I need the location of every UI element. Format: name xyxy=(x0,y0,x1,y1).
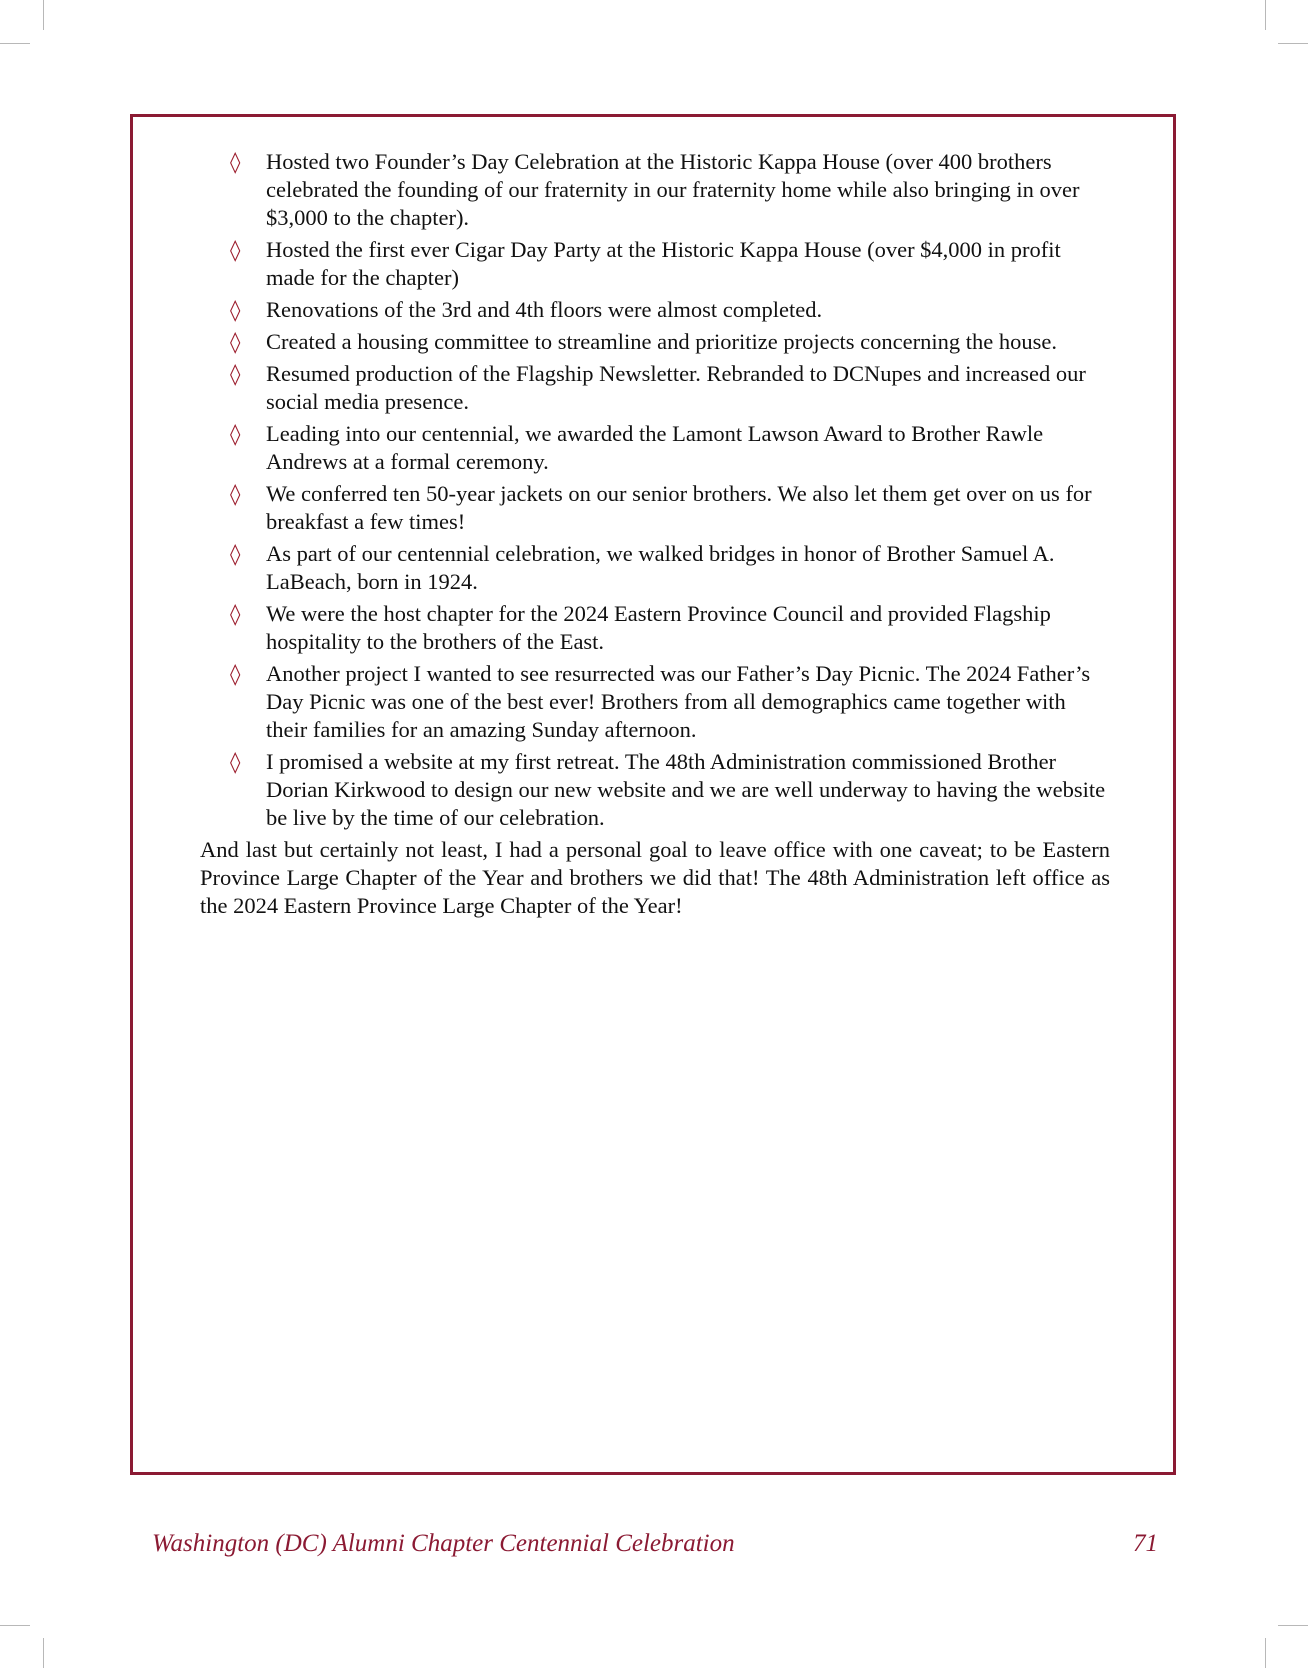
diamond-outline-icon: ◊ xyxy=(230,422,241,446)
diamond-outline-icon: ◊ xyxy=(230,750,241,774)
list-item xyxy=(200,296,1110,324)
accomplishments-list xyxy=(200,148,1110,832)
diamond-outline-icon: ◊ xyxy=(230,150,241,174)
crop-mark-top-right-vertical xyxy=(1265,0,1266,30)
page-content xyxy=(200,148,1110,920)
list-item xyxy=(200,420,1110,476)
list-item xyxy=(200,236,1110,292)
list-item-text: Resumed production of the Flagship Newsletter. Rebranded to DCNupes and increased our social media presence. xyxy=(266,361,1086,414)
diamond-outline-icon: ◊ xyxy=(230,298,241,322)
list-item-text: Hosted the first ever Cigar Day Party at the Historic Kappa House (over $4,000 in profit made for the chapter) xyxy=(266,237,1061,290)
list-item xyxy=(200,660,1110,744)
crop-mark-bottom-left-vertical xyxy=(43,1638,44,1668)
diamond-outline-icon: ◊ xyxy=(230,482,241,506)
list-item xyxy=(200,480,1110,536)
list-item xyxy=(200,600,1110,656)
list-item-text: Another project I wanted to see resurrected was our Father’s Day Picnic. The 2024 Father’s Day Picnic was one of the best ever! Brothers from all demographics came together with their families for an amazing Sunday afternoon. xyxy=(266,661,1091,742)
diamond-outline-icon: ◊ xyxy=(230,238,241,262)
crop-mark-bottom-right-horizontal xyxy=(1278,1625,1308,1626)
diamond-outline-icon: ◊ xyxy=(230,362,241,386)
crop-mark-bottom-left-horizontal xyxy=(0,1625,30,1626)
list-item-text: We were the host chapter for the 2024 Eastern Province Council and provided Flagship hospitality to the brothers of the East. xyxy=(266,601,1051,654)
crop-mark-top-left-vertical xyxy=(43,0,44,30)
list-item-text: We conferred ten 50-year jackets on our senior brothers. We also let them get over on us for breakfast a few times! xyxy=(266,481,1092,534)
page-number: 71 xyxy=(1133,1530,1158,1557)
crop-mark-top-left-horizontal xyxy=(0,43,30,44)
diamond-outline-icon: ◊ xyxy=(230,542,241,566)
list-item-text: Renovations of the 3rd and 4th floors were almost completed. xyxy=(266,297,823,322)
list-item xyxy=(200,748,1110,832)
list-item xyxy=(200,328,1110,356)
diamond-outline-icon: ◊ xyxy=(230,602,241,626)
list-item xyxy=(200,148,1110,232)
diamond-outline-icon: ◊ xyxy=(230,330,241,354)
list-item xyxy=(200,360,1110,416)
crop-mark-top-right-horizontal xyxy=(1278,43,1308,44)
list-item-text: Hosted two Founder’s Day Celebration at the Historic Kappa House (over 400 brothers celebrated the founding of our fraternity in our fraternity home while also bringing in over $3,000 to the chapter). xyxy=(266,149,1080,230)
diamond-outline-icon: ◊ xyxy=(230,662,241,686)
list-item-text: I promised a website at my first retreat. The 48th Administration commissioned Brother Dorian Kirkwood to design our new website and we are well underway to having the website be live by the time of our celebration. xyxy=(266,749,1106,830)
closing-paragraph: And last but certainly not least, I had a personal goal to leave office with one caveat; to be Eastern Province Large Chapter of the Year and brothers we did that! The 48th Administration left office as the 2024 Eastern Province Large Chapter of the Year! xyxy=(200,837,1110,918)
list-item-text: Created a housing committee to streamline and prioritize projects concerning the house. xyxy=(266,329,1057,354)
list-item-text: As part of our centennial celebration, we walked bridges in honor of Brother Samuel A. LaBeach, born in 1924. xyxy=(266,541,1055,594)
list-item-text: Leading into our centennial, we awarded the Lamont Lawson Award to Brother Rawle Andrews at a formal ceremony. xyxy=(266,421,1044,474)
list-item xyxy=(200,540,1110,596)
crop-mark-bottom-right-vertical xyxy=(1265,1638,1266,1668)
footer-title: Washington (DC) Alumni Chapter Centennial Celebration xyxy=(152,1530,735,1557)
